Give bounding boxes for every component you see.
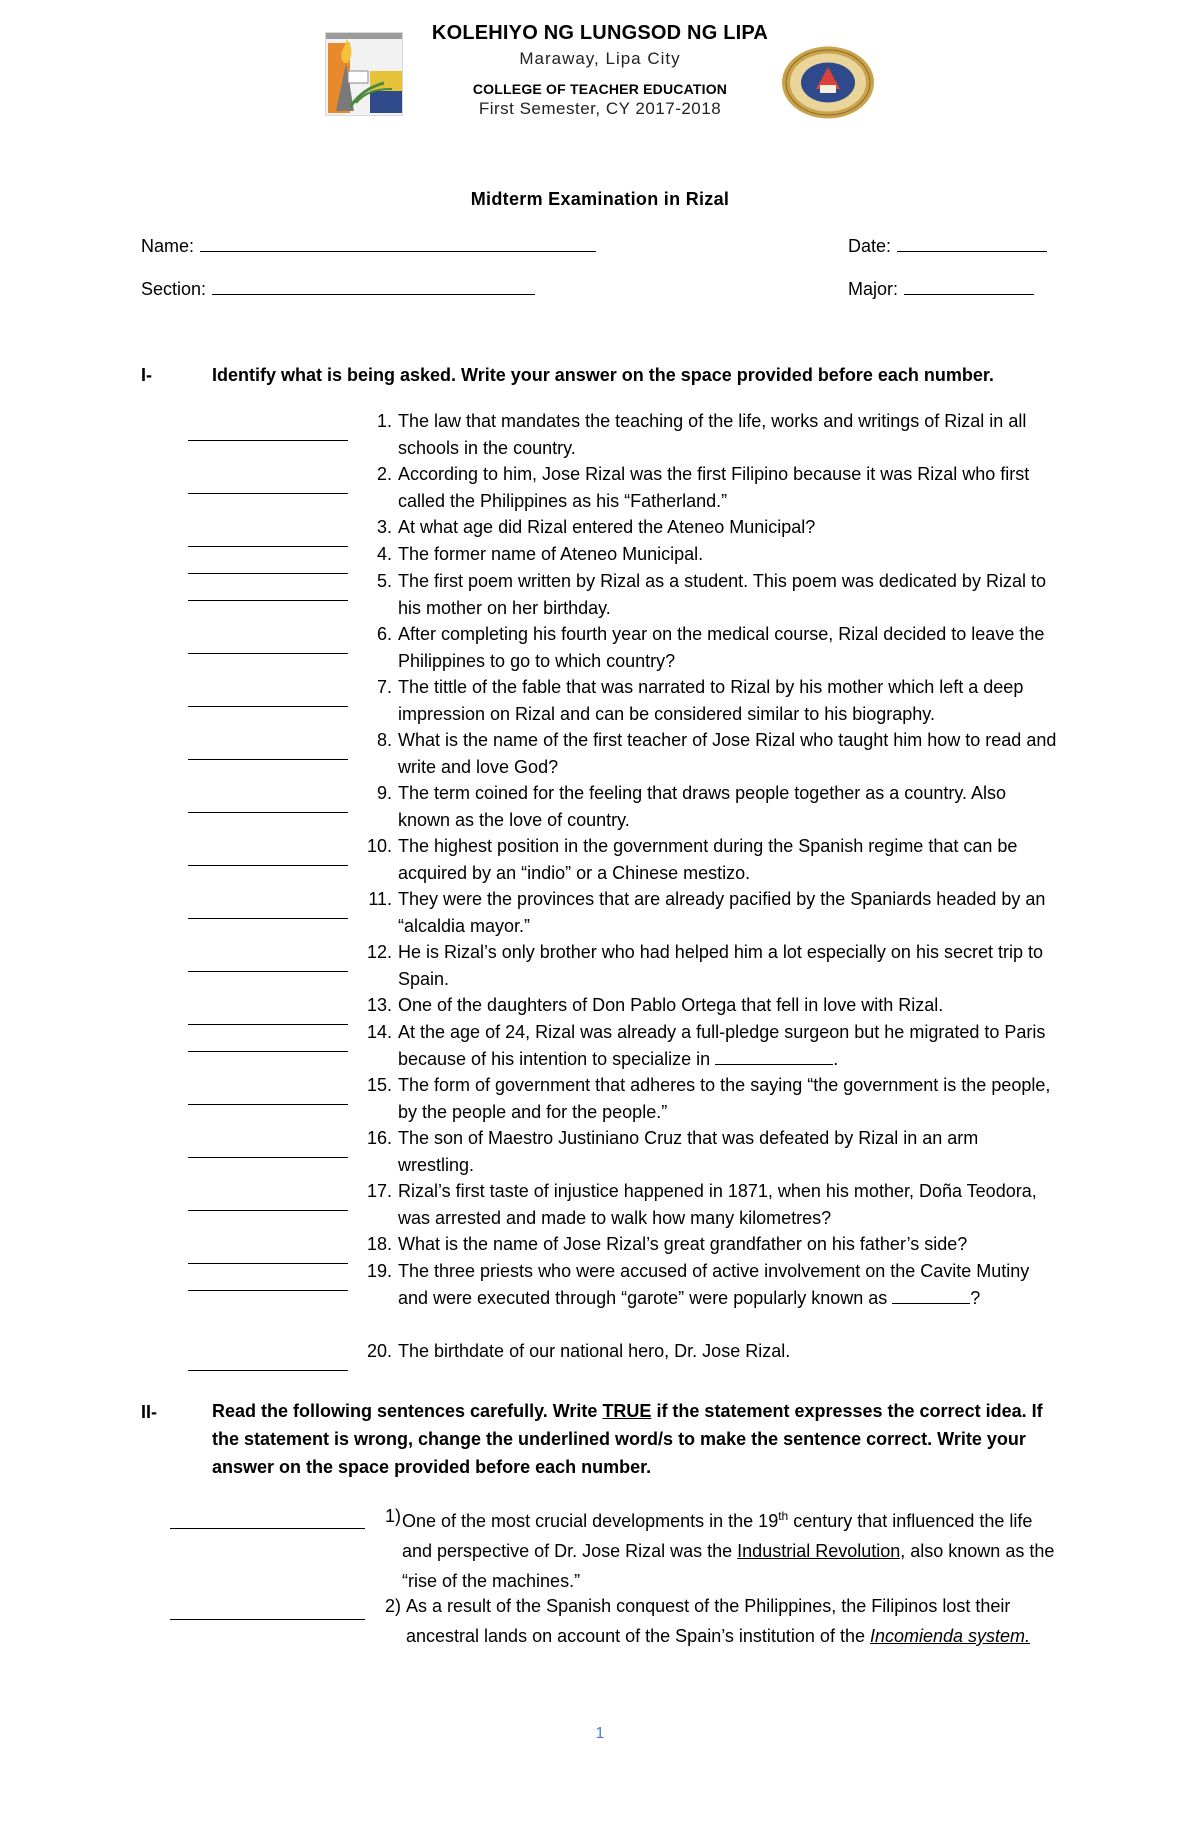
question-text-5: The first poem written by Rizal as a student. This poem was dedicated by Rizal to his mother on her birthday.: [398, 571, 1046, 618]
inline-blank-19[interactable]: [892, 1285, 970, 1304]
question-text-18: What is the name of Jose Rizal’s great grandfather on his father’s side?: [398, 1234, 968, 1254]
question-number-8: 8.: [376, 730, 392, 750]
question-text-10: The highest position in the government during the Spanish regime that can be acquired by an “indio” or a Chinese mestizo.: [398, 836, 1018, 883]
question-text-2: According to him, Jose Rizal was the first Filipino because it was Rizal who first called the Philippines as his “Fatherland.”: [398, 464, 1030, 511]
answer-blank-1[interactable]: [188, 422, 348, 441]
question-text-11: They were the provinces that are already pacified by the Spaniards headed by an “alcaldia mayor.”: [398, 889, 1046, 936]
answer-blank-19[interactable]: [188, 1272, 348, 1291]
question-text-9: The term coined for the feeling that draws people together as a country. Also known as the love of country.: [398, 783, 1007, 830]
question-number-18: 18.: [366, 1234, 392, 1254]
answer-blank-3[interactable]: [188, 528, 348, 547]
question-14-text-before: At the age of 24, Rizal was already a full-pledge surgeon but he migrated to Paris because of his intention to specialize in: [398, 1022, 1046, 1069]
answer-blank-tf-1[interactable]: [170, 1510, 365, 1529]
date-label: Date:: [848, 236, 892, 256]
answer-blank-18[interactable]: [188, 1245, 348, 1264]
major-input[interactable]: [904, 276, 1034, 295]
tf-1-text-b: century that influenced the life and perspective of Dr. Jose Rizal was the: [402, 1511, 1033, 1561]
tf-1-text-a: One of the most crucial developments in the 19: [402, 1511, 779, 1531]
question-number-6: 6.: [376, 624, 392, 644]
school-logo-image: [326, 33, 403, 116]
question-text-20: The birthdate of our national hero, Dr. Jose Rizal.: [398, 1341, 791, 1361]
answer-blank-14[interactable]: [188, 1033, 348, 1052]
question-14-text-after: .: [833, 1048, 839, 1069]
question-number-3: 3.: [376, 517, 392, 537]
part1-numeral: I-: [141, 365, 152, 385]
question-number-9: 9.: [376, 783, 392, 803]
college-seal-image: [780, 45, 876, 120]
question-number-7: 7.: [376, 677, 392, 697]
question-19-text-after: ?: [970, 1287, 981, 1308]
question-text-8: What is the name of the first teacher of Jose Rizal who taught him how to read and write and love God?: [398, 730, 1057, 777]
tf-statement-1: [402, 1501, 1062, 1596]
answer-blank-7[interactable]: [188, 688, 348, 707]
page-number: 1: [595, 1725, 605, 1742]
name-label: Name:: [141, 236, 195, 256]
school-address: Maraway, Lipa City: [519, 49, 681, 68]
tf-number-1: 1): [385, 1506, 402, 1526]
section-field: [141, 276, 535, 300]
question-number-2: 2.: [376, 464, 392, 484]
question-text-4: The former name of Ateneo Municipal.: [398, 544, 704, 564]
section-label: Section:: [141, 279, 207, 299]
question-text-19: [398, 1258, 1058, 1311]
answer-blank-5[interactable]: [188, 582, 348, 601]
question-text-7: The tittle of the fable that was narrated to Rizal by his mother which left a deep impression on Rizal and can be considered similar to his biography.: [398, 677, 1024, 724]
answer-blank-12[interactable]: [188, 953, 348, 972]
question-text-15: The form of government that adheres to the saying “the government is the people, by the people and for the people.”: [398, 1075, 1051, 1122]
question-text-1: The law that mandates the teaching of the life, works and writings of Rizal in all schools in the country.: [398, 411, 1027, 458]
answer-blank-11[interactable]: [188, 900, 348, 919]
question-text-13: One of the daughters of Don Pablo Ortega that fell in love with Rizal.: [398, 995, 944, 1015]
date-field: [848, 233, 1047, 257]
question-text-6: After completing his fourth year on the medical course, Rizal decided to leave the Philippines to go to which country?: [398, 624, 1045, 671]
school-name: KOLEHIYO NG LUNGSOD NG LIPA: [431, 22, 769, 44]
question-number-1: 1.: [376, 411, 392, 431]
question-19-text-before: The three priests who were accused of active involvement on the Cavite Mutiny and were executed through “garote” were popularly known as: [398, 1261, 1030, 1308]
answer-blank-tf-2[interactable]: [170, 1601, 365, 1620]
part2-instruction-b: if the statement expresses the correct idea. If the statement is wrong, change the underlined word/s to make the sentence correct. Write your answer on the space provided before each number.: [212, 1401, 1043, 1477]
question-number-17: 17.: [366, 1181, 392, 1201]
school-header: [400, 22, 800, 119]
question-number-15: 15.: [366, 1075, 392, 1095]
part2-numeral: II-: [141, 1402, 157, 1422]
date-input[interactable]: [897, 233, 1047, 252]
answer-blank-6[interactable]: [188, 635, 348, 654]
answer-blank-13[interactable]: [188, 1006, 348, 1025]
question-number-12: 12.: [366, 942, 392, 962]
question-number-4: 4.: [376, 544, 392, 564]
part2-instruction-a: Read the following sentences carefully. Write: [212, 1401, 603, 1421]
tf-statement-2: [406, 1591, 1056, 1651]
question-number-10: 10.: [366, 836, 392, 856]
answer-blank-15[interactable]: [188, 1086, 348, 1105]
answer-blank-4[interactable]: [188, 555, 348, 574]
answer-blank-2[interactable]: [188, 475, 348, 494]
answer-blank-17[interactable]: [188, 1192, 348, 1211]
question-text-12: He is Rizal’s only brother who had helped him a lot especially on his secret trip to Spain.: [398, 942, 1043, 989]
question-number-13: 13.: [366, 995, 392, 1015]
college-name: COLLEGE OF TEACHER EDUCATION: [472, 81, 728, 97]
tf-number-2: 2): [385, 1596, 402, 1616]
question-number-5: 5.: [376, 571, 392, 591]
part1-instruction: Identify what is being asked. Write your answer on the space provided before each number.: [212, 365, 994, 385]
question-number-11: 11.: [368, 889, 392, 909]
semester-label: First Semester, CY 2017-2018: [478, 99, 722, 118]
college-seal: [780, 45, 876, 120]
tf-1-text-c: also known as the “rise of the machines.”: [402, 1541, 1055, 1591]
school-logo: [325, 32, 403, 116]
part2-true-word: TRUE: [602, 1401, 652, 1421]
tf-1-underlined: Industrial Revolution,: [737, 1541, 906, 1561]
answer-blank-20[interactable]: [188, 1352, 348, 1371]
major-field: [848, 276, 1034, 300]
section-input[interactable]: [212, 276, 535, 295]
tf-1-superscript: th: [778, 1509, 789, 1523]
question-text-16: The son of Maestro Justiniano Cruz that was defeated by Rizal in an arm wrestling.: [398, 1128, 979, 1175]
question-text-14: [398, 1019, 1058, 1072]
major-label: Major:: [848, 279, 899, 299]
answer-blank-10[interactable]: [188, 847, 348, 866]
question-text-3: At what age did Rizal entered the Ateneo Municipal?: [398, 517, 816, 537]
answer-blank-8[interactable]: [188, 741, 348, 760]
part2-instruction: [212, 1397, 1072, 1481]
question-number-16: 16.: [366, 1128, 392, 1148]
exam-title: Midterm Examination in Rizal: [470, 189, 730, 209]
answer-blank-16[interactable]: [188, 1139, 348, 1158]
tf-2-text-a: As a result of the Spanish conquest of the Philippines, the Filipinos lost their ancestral lands on account of the Spain’s institution of the: [406, 1596, 1011, 1646]
question-number-14: 14.: [366, 1022, 392, 1042]
tf-2-underlined: Incomienda system.: [869, 1626, 1031, 1646]
question-number-20: 20.: [366, 1341, 392, 1361]
inline-blank-14[interactable]: [715, 1046, 833, 1065]
name-input[interactable]: [200, 233, 596, 252]
answer-blank-9[interactable]: [188, 794, 348, 813]
question-number-19: 19.: [366, 1261, 392, 1281]
question-text-17: Rizal’s first taste of injustice happened in 1871, when his mother, Doña Teodora, was arrested and made to walk how many kilometres?: [398, 1181, 1037, 1228]
name-field: [141, 233, 596, 257]
